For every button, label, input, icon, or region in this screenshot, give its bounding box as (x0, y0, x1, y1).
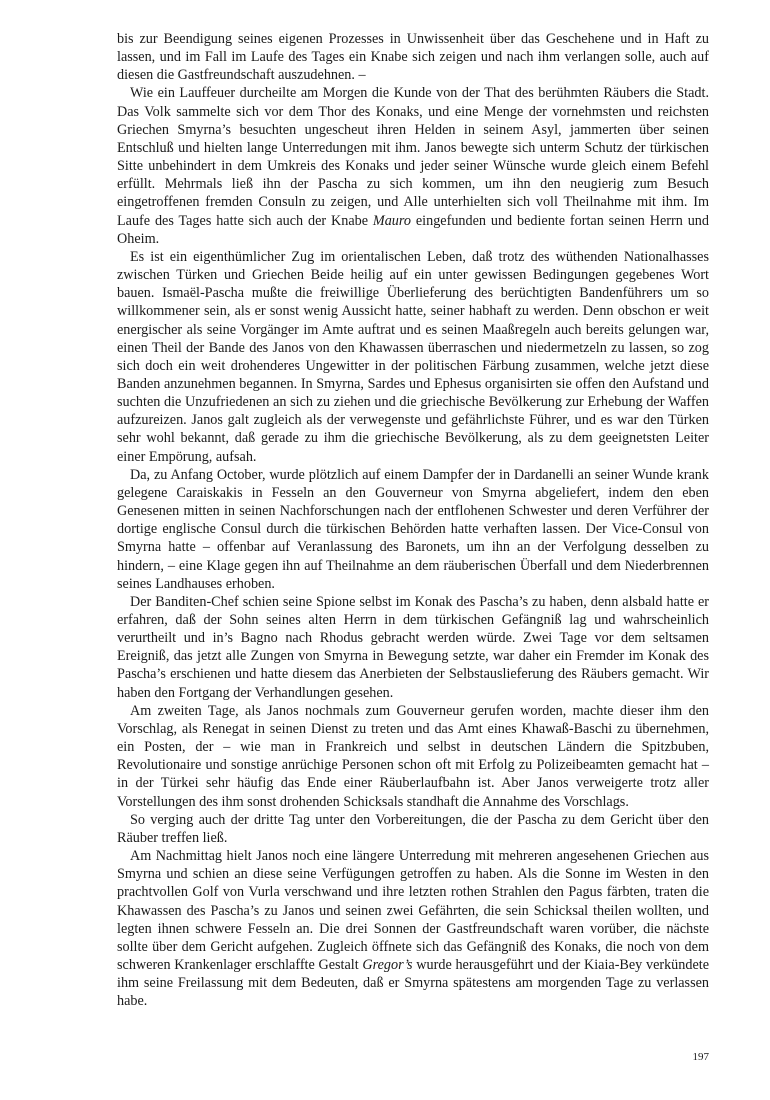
page-body (117, 30, 709, 1010)
paragraph: bis zur Beendigung seines eigenen Prozesses in Unwissenheit über das Geschehene und in Haft zu lassen, und im Fall im Laufe des Tages ein Knabe sich zeigen und nach ihm verlangen solle, auch auf diesen die Gastfreundschaft auszudehnen. – (117, 31, 709, 84)
paragraph: Wie ein Lauffeuer durcheilte am Morgen die Kunde von der That des berühmten Räubers die Stadt. Das Volk sammelte sich vor dem Thor des Konaks, und eine Menge der vornehmsten und reichsten Griechen Smyrna’s besuchten ungescheut ihren Helden in seinem Asyl, jammerten über seinen Entschluß und hielten lange Unterredungen mit ihm. Janos bewegte sich unterm Schutz der türkischen Sitte unbehindert in dem Umkreis des Konaks und jeder seiner Wünsche wurde gleich einem Befehl erfüllt. Mehrmals ließ ihn der Pascha zu sich kommen, um ihn den neugierig zum Besuch eingetroffenen fremden Consuln zu zeigen, und Alle unterhielten sich voll Theilnahme mit ihm. Im Laufe des Tages hatte sich auch der Knabe Mauro eingefunden und bediente fortan seinen Herrn und Oheim. (117, 85, 709, 247)
paragraph: So verging auch der dritte Tag unter den Vorbereitungen, die der Pascha zu dem Gericht über den Räuber treffen ließ. (117, 811, 709, 846)
paragraph: Da, zu Anfang October, wurde plötzlich auf einem Dampfer der in Dardanelli an seiner Wunde krank gelegene Caraiskakis in Fesseln an den Gouverneur von Smyrna abgeliefert, indem den eben Genesenen mitten in seinen Nachforschungen nach der entflohenen Schwester und deren Verführer der dortige englische Consul durch die türkischen Behörden hatte verhaften lassen. Der Vice-Consul von Smyrna hatte – offenbar auf Veranlassung des Baronets, um ihn an der Verfolgung desselben zu hindern, – eine Klage gegen ihn auf Theilnahme an dem räuberischen Überfall und dem Niederbrennen seines Landhauses erhoben. (117, 466, 709, 592)
paragraph: Am Nachmittag hielt Janos noch eine längere Unterredung mit mehreren angesehenen Griechen aus Smyrna und schien an diese seine Verfügungen getroffen zu haben. Als die Sonne im Westen in den prachtvollen Golf von Vurla verschwand und ihre letzten rothen Strahlen den Pagus färbten, traten die Khawassen des Pascha’s zu Janos und seinen zwei Gefährten, die sein Schicksal theilen wollten, und legten ihnen schwere Fesseln an. Die drei Sonnen der Gastfreundschaft waren vorüber, die nächste sollte über dem Gericht aufgehen. Zugleich öffnete sich das Gefängniß des Konaks, die noch von dem schweren Krankenlager erschlaffte Gestalt Gregor’s wurde herausgeführt und der Kiaia-Bey verkündete ihm seine Freilassung mit dem Bedeuten, daß er Smyrna spätestens am morgenden Tage zu verlassen habe. (117, 848, 709, 1010)
paragraph: Am zweiten Tage, als Janos nochmals zum Gouverneur gerufen worden, machte dieser ihm den Vorschlag, als Renegat in seinen Dienst zu treten und das Amt eines Khawaß-Baschi zu übernehmen, ein Posten, der – wie man in Frankreich und selbst in deutschen Ländern die Spitzbuben, Revolutionaire und sonstige anrüchige Personen schon oft mit Erfolg zu Polizeibeamten gemacht hat – in der Türkei sehr häufig das Ende einer Räuberlaufbahn ist. Aber Janos verweigerte trotz aller Vorstellungen des ihm sonst drohenden Schicksals standhaft die Annahme des Vorschlags. (117, 702, 709, 810)
paragraph: Der Banditen-Chef schien seine Spione selbst im Konak des Pascha’s zu haben, denn alsbald hatte er erfahren, daß der Sohn seines alten Herrn in dem türkischen Gefängniß lag und wahrscheinlich verurtheilt und in’s Bagno nach Rhodus gebracht werden würde. Zwei Tage vor dem seltsamen Ereigniß, das jetzt alle Zungen von Smyrna in Bewegung setzte, war daher ein Fremder im Konak des Pascha’s erschienen und hatte diesem das Anerbieten der Selbstauslieferung des Räubers gemacht. Wir haben den Fortgang der Verhandlungen gesehen. (117, 593, 709, 701)
page-number: 197 (692, 1051, 709, 1063)
paragraph: Es ist ein eigenthümlicher Zug im orientalischen Leben, daß trotz des wüthenden Nationalhasses zwischen Türken und Griechen Beide heilig auf ein unter gewissen Bedingungen gegebenes Wort bauen. Ismaël-Pascha mußte die freiwillige Überlieferung des berüchtigten Bandenführers um so willkommener sein, als er sonst wenig Aussicht hatte, seiner habhaft zu werden. Denn obschon er weit energischer als seine Vorgänger im Amte auftrat und es seinen Maaßregeln auch bereits gelungen war, einen Theil der Bande des Janos von den Khawassen überraschen und niedermetzeln zu lassen, so zog sich doch ein weit drohenderes Ungewitter in der politischen Färbung zusammen, welche jetzt diese Banden anzunehmen begannen. In Smyrna, Sardes und Ephesus organisirten sie offen den Aufstand und suchten die Unzufriedenen an sich zu ziehen und die griechische Bevölkerung zur Erhebung der Waffen aufzureizen. Janos galt zugleich als der verwegenste und gefährlichste Führer, und es war den Türken sehr wohl bekannt, daß gerade zu ihm die griechische Bevölkerung, als zu dem geeignetsten Leiter einer Empörung, aufsah. (117, 248, 709, 465)
